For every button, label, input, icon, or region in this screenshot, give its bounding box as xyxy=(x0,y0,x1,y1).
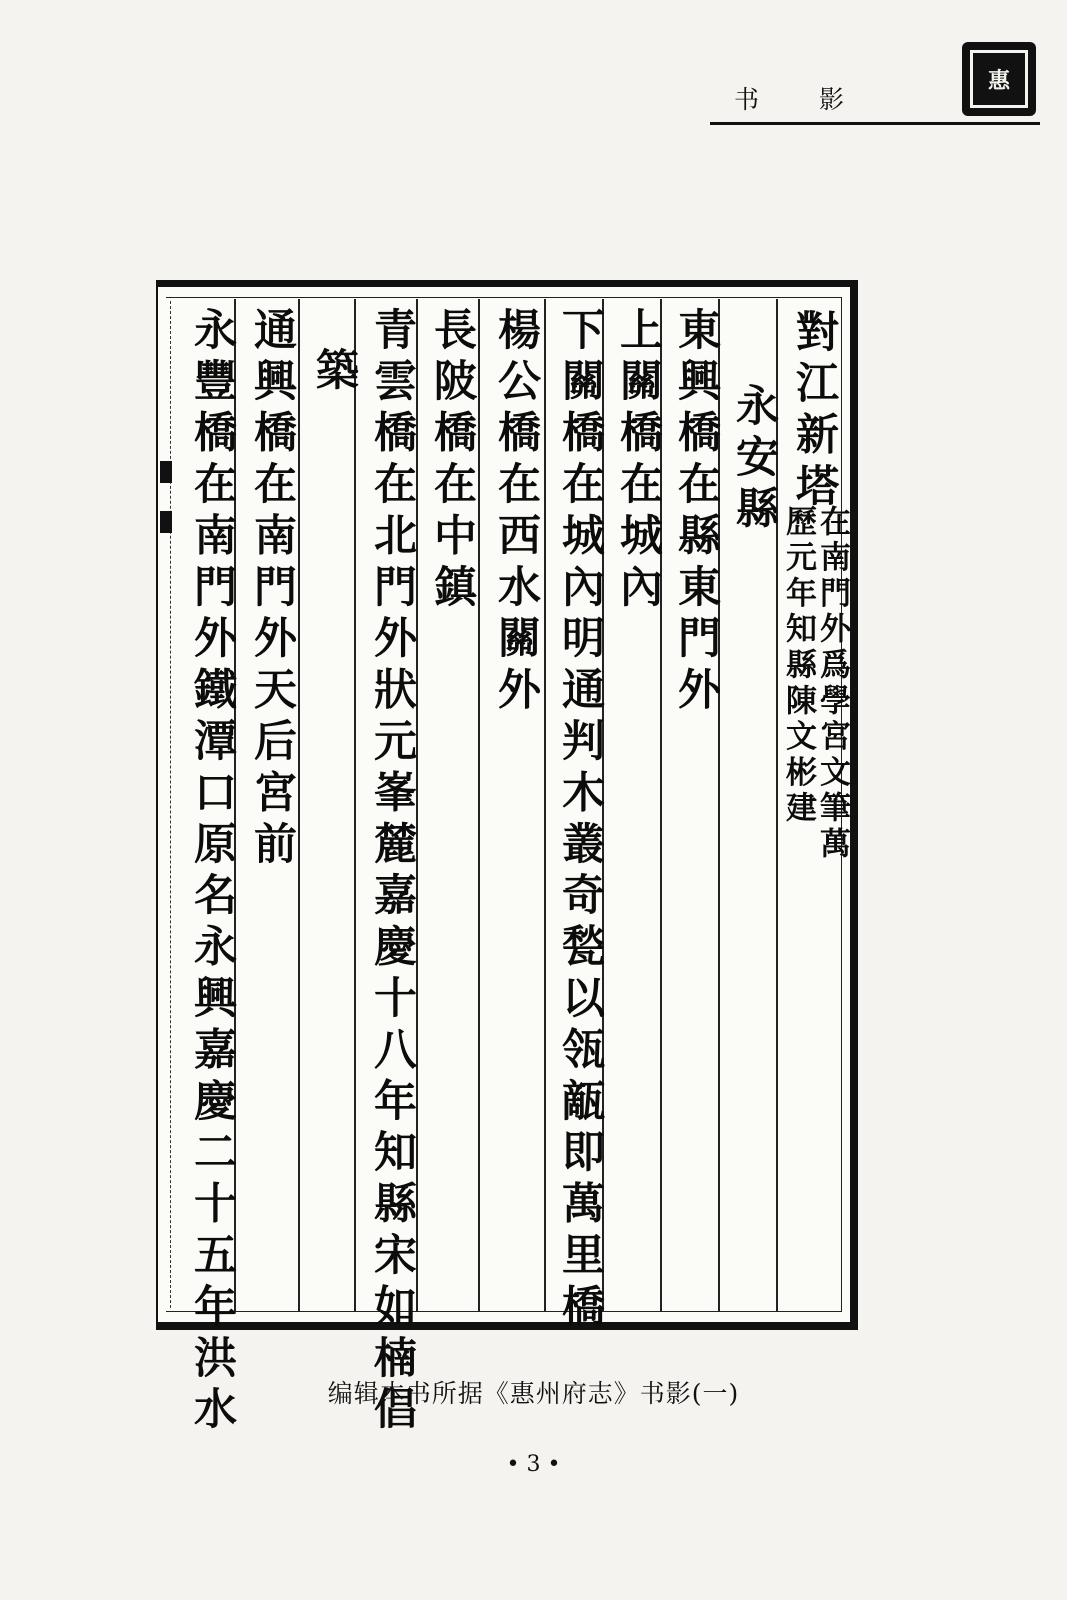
figure-caption: 编辑本书所据《惠州府志》书影(一) xyxy=(327,1379,740,1408)
fishtail-mark xyxy=(160,511,172,533)
seal-stamp-text: 惠 xyxy=(970,50,1028,108)
column-rule xyxy=(354,299,356,1312)
column-4-text: 上關橋在城內 xyxy=(613,307,663,616)
column-11-text: 永豐橋在南門外鐵潭口原名永興嘉慶二十五年洪水 xyxy=(187,307,237,1438)
running-header-label: 书 影 xyxy=(734,85,870,114)
page-number: • 3 • xyxy=(506,1452,561,1477)
column-2-text: 永安縣 xyxy=(729,383,779,538)
column-3-text: 東興橋在縣東門外 xyxy=(671,307,721,719)
column-8-text: 青雲橋在北門外狀元峯麓嘉慶十八年知縣宋如楠倡 xyxy=(367,307,417,1438)
column-6-text: 楊公橋在西水關外 xyxy=(491,307,541,719)
column-9-text: 築 xyxy=(309,347,359,399)
column-1-note-line-2: 歷元年知縣陳文彬建 xyxy=(780,505,816,828)
fishtail-mark xyxy=(160,461,172,483)
running-header xyxy=(712,78,962,118)
column-10-text: 通興橋在南門外天后宮前 xyxy=(247,307,297,873)
column-1-head: 對江新塔 xyxy=(789,309,839,515)
column-5-text: 下關橋在城內明通判木叢奇甃以瓴甋即萬里橋 xyxy=(555,307,605,1335)
column-7-text: 長陂橋在中鎮 xyxy=(427,307,477,616)
fishtail-margin xyxy=(160,301,171,1308)
header-rule xyxy=(710,122,1040,125)
column-1-note-line-1: 在南門外爲學宮文筆萬 xyxy=(814,505,850,863)
seal-stamp xyxy=(962,42,1036,116)
